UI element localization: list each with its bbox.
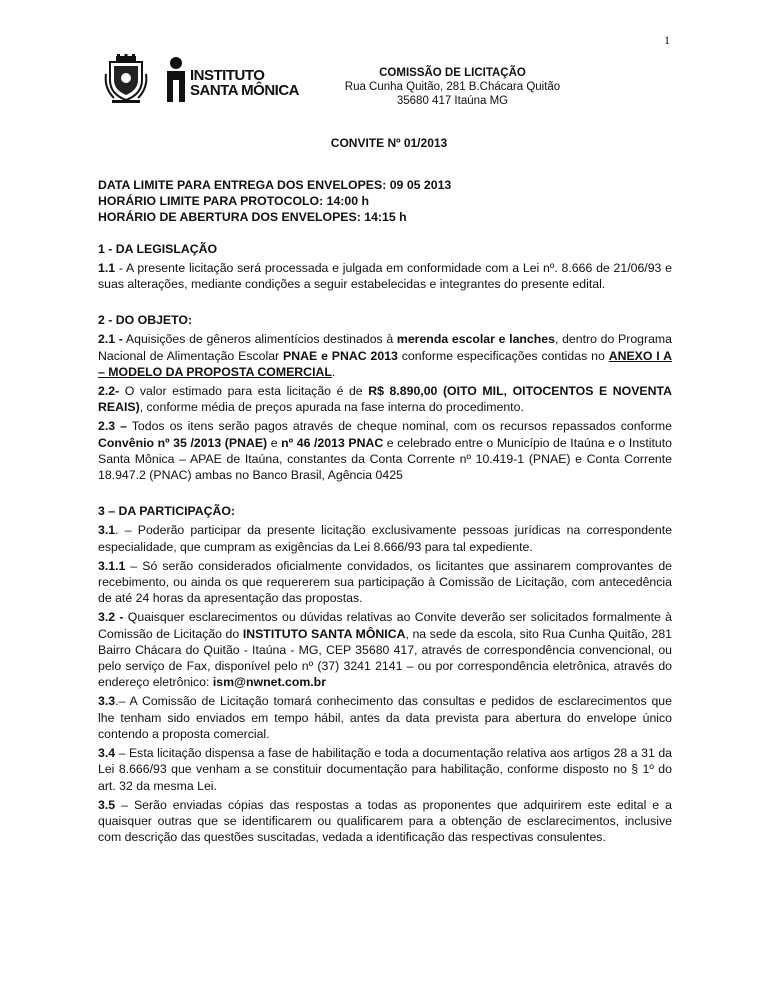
document-title: CONVITE Nº 01/2013 — [330, 136, 448, 150]
annex-reference: ANEXO I A – MODELO DA PROPOSTA COMERCIAL — [98, 348, 673, 379]
section-1-heading: 1 - DA LEGISLAÇÃO — [98, 241, 218, 256]
institute-wordmark-line1: INSTITUTO — [190, 67, 265, 84]
commission-name: COMISSÃO DE LICITAÇÃO — [379, 67, 526, 79]
email-address: ism@nwnet.com.br — [212, 675, 326, 690]
clause-number: 1.1 — [98, 260, 116, 275]
clause-3-1-1: 3.1.1 – Só serão considerados oficialmente convidados, os licitantes que assinarem comprovantes de recebimento, ou ainda os que requererem sua participação à Comissão de Licitação, com antecedência de até 24 horas da apresentação das propostas. — [98, 558, 672, 606]
section-2-heading: 2 - DO OBJETO: — [98, 313, 193, 328]
clause-2-3: 2.3 – Todos os itens serão pagos através de cheque nominal, com os recursos repassados conforme Convênio nº 35 /2013 (PNAE) e nº 46 /2013 PNAC e celebrado entre o Município de Itaúna e o Instituto Santa Mônica – APAE de Itaúna, constantes da Conta Corrente nº 10.419-1 (PNAE) e Conta Corrente 18.947.2 (PNAC) ambas no Banco Brasil, Agência 0425 — [98, 419, 672, 483]
letterhead — [330, 66, 575, 108]
clause-2-2: 2.2- O valor estimado para esta licitação é de R$ 8.890,00 (OITO MIL, OITOCENTOS E NOVENTA REAIS), conforme média de preços apurada na fase interna do procedimento. — [98, 384, 672, 415]
clause-3-5: 3.5 – Serão enviadas cópias das respostas a todas as proponentes que adquirirem este edital e a quaisquer outras que se identificarem ou qualificarem para a obtenção de esclarecimentos, inclusive com descrição das questões suscitadas, vedada a identificação das respectivas consulentes. — [98, 797, 672, 845]
page-number: 1 — [664, 33, 670, 47]
document-body — [98, 177, 672, 845]
clause-3-4: 3.4 – Esta licitação dispensa a fase de habilitação e toda a documentação relativa aos artigos 28 a 31 da Lei 8.666/93 que venham a se constituir documentação para habilitação, conforme disposto no § 1º do art. 32 da mesma Lei. — [98, 746, 672, 793]
section-3-heading: 3 – DA PARTICIPAÇÃO: — [98, 504, 236, 519]
clause-3-2: 3.2 - Quaisquer esclarecimentos ou dúvidas relativas ao Convite deverão ser solicitados formalmente à Comissão de Licitação do INSTITUTO SANTA MÔNICA, na sede da escola, sito Rua Cunha Quitão, 281 Bairro Chácara do Quitão - Itaúna - MG, CEP 35680 417, através de correspondência convencional, ou pelo serviço de Fax, disponível pelo nº (37) 3241 2141 – ou por correspondência eletrônica, através do endereço eletrônico: ism@nwnet.com.br — [98, 610, 673, 690]
institute-figure-icon — [164, 56, 188, 104]
institute-wordmark — [190, 68, 299, 98]
address-line-1: Rua Cunha Quitão, 281 B.Chácara Quitão — [344, 81, 561, 93]
clause-3-3: 3.3.– A Comissão de Licitação tomará conhecimento das consultas e pedidos de esclarecimentos que lhe tenham sido enviados em tempo hábil, antes da data prevista para abertura do envelope único contendo a proposta comercial. — [98, 694, 672, 741]
address-line-2: 35680 417 Itaúna MG — [396, 95, 509, 107]
deadline-protocol: HORÁRIO LIMITE PARA PROTOCOLO: 14:00 h — [98, 194, 370, 209]
clause-2-1: 2.1 - Aquisições de gêneros alimentícios destinados à merenda escolar e lanches, dentro do Programa Nacional de Alimentação Escolar PNAE e PNAC 2013 conforme especificações contidas no ANEXO I A – MODELO DA PROPOSTA COMERCIAL. — [98, 332, 673, 379]
institute-logo — [164, 56, 304, 104]
deadlines-block — [98, 177, 672, 226]
deadline-delivery: DATA LIMITE PARA ENTREGA DOS ENVELOPES: 09 05 2013 — [98, 178, 452, 192]
municipal-seal-icon — [104, 54, 148, 104]
clause-3-1: 3.1. – Poderão participar da presente licitação exclusivamente pessoas jurídicas na correspondente especialidade, que cumpram as exigências da Lei 8.666/93 para tal expediente. — [98, 523, 672, 554]
institute-wordmark-line2: SANTA MÔNICA — [190, 82, 299, 99]
clause-1-1: 1.1 - A presente licitação será processada e julgada em conformidade com a Lei nº. 8.666 de 21/06/93 e suas alterações, mediante condições a seguir estabelecidas e integrantes do presente edital. — [98, 260, 672, 292]
deadline-opening: HORÁRIO DE ABERTURA DOS ENVELOPES: 14:15 h — [98, 210, 407, 225]
